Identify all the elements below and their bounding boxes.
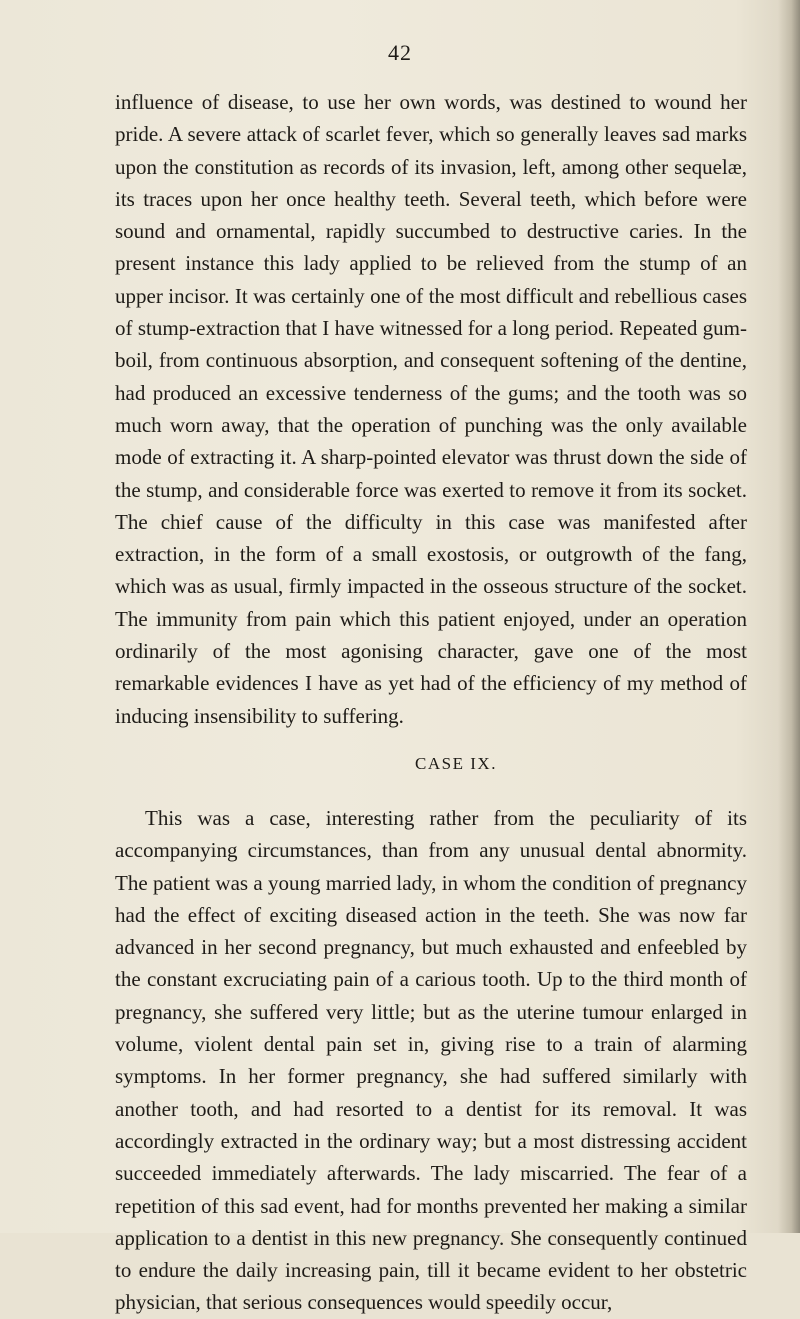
case-heading: CASE IX. [415, 753, 497, 773]
paragraph-case-ix: This was a case, interesting rather from the peculiarity of its accompanying circumstances, than from any unusual dental abnormity. The patient was a young married lady, in whom the condition of pregnancy had the effect of exciting diseased action in the teeth. She was now far advanced in her second pregnancy, but much exhausted and enfeebled by the constant excruciating pain of a carious tooth. Up to the third month of pregnancy, she suffered very little; but as the uterine tumour enlarged in volume, violent dental pain set in, giving rise to a train of alarming symptoms. In her former pregnancy, she had suffered similarly with another tooth, and had resorted to a dentist for its removal. It was accordingly extracted in the ordinary way; but a most distressing accident succeeded immediately afterwards. The lady miscarried. The fear of a repetition of this sad event, had for months prevented her making a similar application to a dentist in this new pregnancy. She consequently continued to endure the daily increasing pain, till it became evident to her obstetric physician, that serious consequences would speedily occur, [115, 805, 747, 1315]
paragraph-continued: influence of disease, to use her own words, was destined to wound her pride. A severe attack of scarlet fever, which so generally leaves sad marks upon the constitution as records of its invasion, left, among other sequelæ, its traces upon her once healthy teeth. Several teeth, which before were sound and ornamental, rapidly succumbed to destructive caries. In the present instance this lady applied to be relieved from the stump of an upper incisor. It was certainly one of the most difficult and rebellious cases of stump-extraction that I have witnessed for a long period. Repeated gum-boil, from continuous absorption, and consequent softening of the dentine, had produced an excessive tenderness of the gums; and the tooth was so much worn away, that the operation of punching was the only available mode of extracting it. A sharp-pointed elevator was thrust down the side of the stump, and considerable force was exerted to remove it from its socket. The chief cause of the difficulty in this case was manifested after extraction, in the form of a small exostosis, or outgrowth of the fang, which was as usual, firmly impacted in the osseous structure of the socket. The immunity from pain which this patient enjoyed, under an operation ordinarily of the most agonising character, gave one of the most remarkable evidences I have as yet had of the efficiency of my method of inducing insensibility to suffering. [115, 90, 747, 728]
page-number: 42 [388, 40, 412, 65]
body-text [115, 86, 747, 1319]
page-edge-shadow [778, 0, 800, 1233]
